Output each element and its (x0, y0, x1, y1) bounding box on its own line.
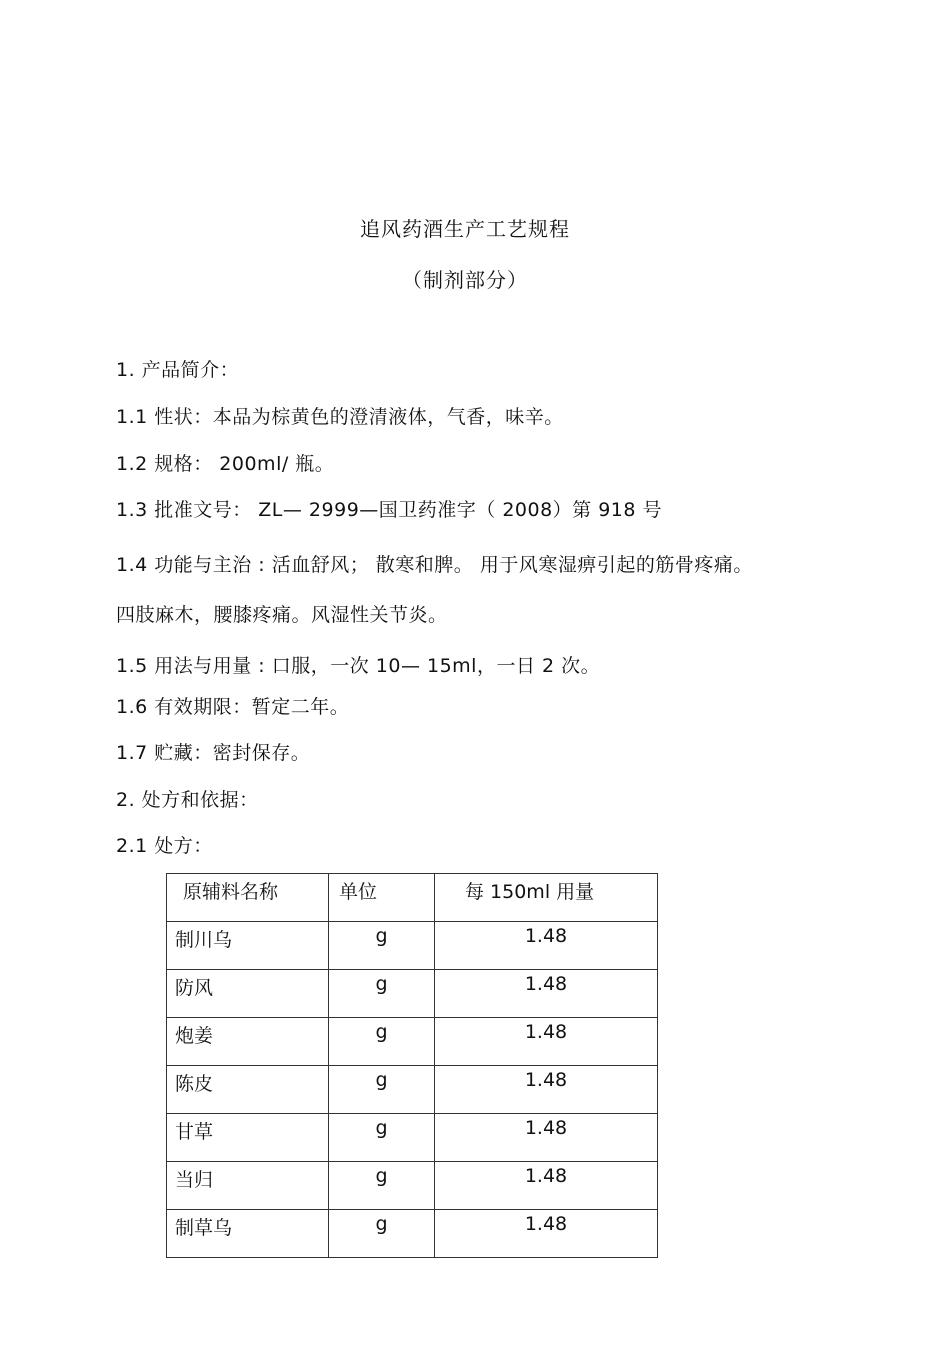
unit: g (329, 1114, 435, 1162)
document-subtitle: （制剂部分） (402, 268, 528, 292)
header-unit: 单位 (329, 874, 435, 922)
section-1-2-specification: 1.2 规格： 200ml/ 瓶。 (116, 453, 335, 475)
header-material-name: 原辅料名称 (167, 874, 329, 922)
material-name: 甘草 (167, 1114, 329, 1162)
table-row (167, 1162, 658, 1210)
amount: 1.48 (435, 1018, 658, 1066)
amount: 1.48 (435, 1066, 658, 1114)
section-1-3-approval-number: 1.3 批准文号： ZL— 2999—国卫药准字（ 2008）第 918 号 (116, 499, 663, 521)
table-row (167, 1018, 658, 1066)
material-name: 制草乌 (167, 1210, 329, 1258)
section-1-6-validity: 1.6 有效期限：暂定二年。 (116, 696, 350, 718)
material-name: 防风 (167, 970, 329, 1018)
amount: 1.48 (435, 1162, 658, 1210)
section-1-7-storage: 1.7 贮藏：密封保存。 (116, 742, 311, 764)
unit: g (329, 970, 435, 1018)
unit: g (329, 1018, 435, 1066)
unit: g (329, 1162, 435, 1210)
section-1-4-indications: 1.4 功能与主治 : 活血舒风； 散寒和脾。 用于风寒湿痹引起的筋骨疼痛。 (116, 554, 753, 576)
unit: g (329, 1210, 435, 1258)
section-1-heading: 1. 产品简介： (116, 359, 240, 381)
prescription-table (166, 873, 658, 1258)
section-1-1-appearance: 1.1 性状：本品为棕黄色的澄清液体，气香，味辛。 (116, 406, 564, 428)
document-title: 追风药酒生产工艺规程 (360, 217, 570, 241)
section-1-4-indications-cont: 四肢麻木，腰膝疼痛。风湿性关节炎。 (116, 604, 448, 626)
table-row (167, 970, 658, 1018)
table-header-row (167, 874, 658, 922)
table-row (167, 922, 658, 970)
header-amount-per-150ml: 每 150ml 用量 (435, 874, 658, 922)
amount: 1.48 (435, 1210, 658, 1258)
material-name: 陈皮 (167, 1066, 329, 1114)
table-row (167, 1210, 658, 1258)
table-row (167, 1114, 658, 1162)
unit: g (329, 922, 435, 970)
material-name: 当归 (167, 1162, 329, 1210)
material-name: 炮姜 (167, 1018, 329, 1066)
section-1-5-dosage: 1.5 用法与用量 : 口服，一次 10— 15ml，一日 2 次。 (116, 655, 601, 677)
amount: 1.48 (435, 922, 658, 970)
amount: 1.48 (435, 1114, 658, 1162)
amount: 1.48 (435, 970, 658, 1018)
table-row (167, 1066, 658, 1114)
unit: g (329, 1066, 435, 1114)
section-2-heading: 2. 处方和依据： (116, 789, 259, 811)
material-name: 制川乌 (167, 922, 329, 970)
section-2-1-prescription: 2.1 处方： (116, 835, 213, 857)
